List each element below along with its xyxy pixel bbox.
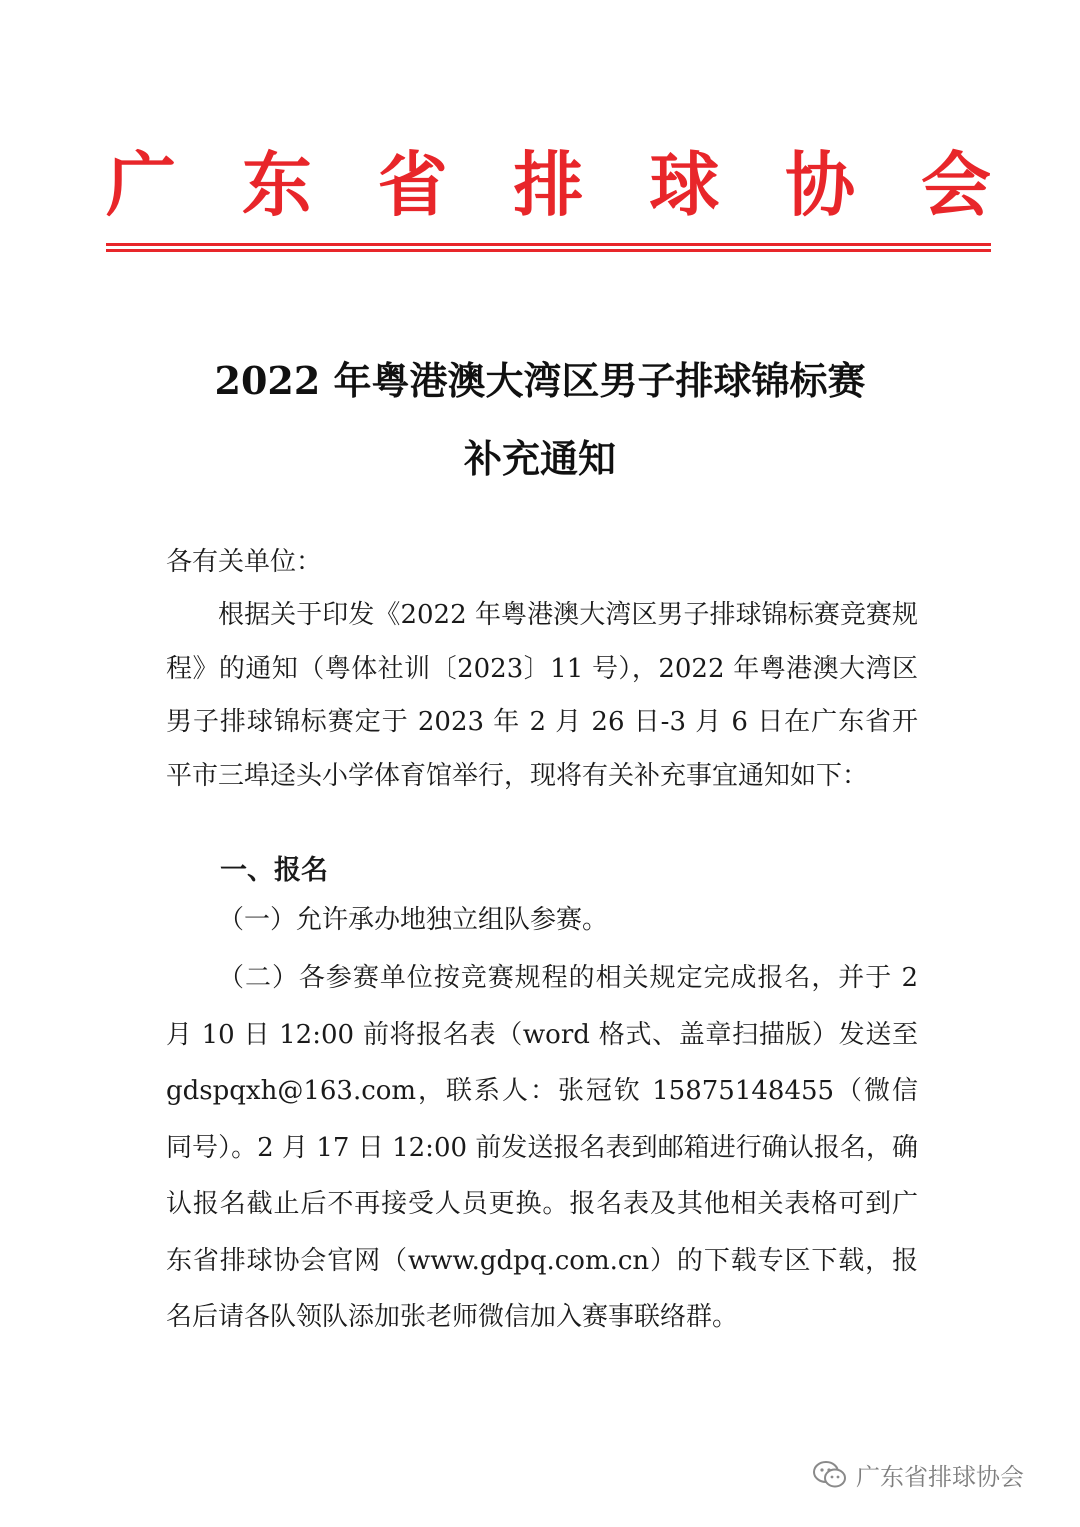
letterhead-char: 协 xyxy=(785,143,856,226)
document-subtitle: 补充通知 xyxy=(463,436,616,481)
intro-paragraph: 根据关于印发《2022 年粤港澳大湾区男子排球锦标赛竞赛规程》的通知（粤体社训〔2023〕11 号），2022 年粤港澳大湾区男子排球锦标赛定于 2023 年 2 月 26 日-3 月 6 日在广东省开平市三埠迳头小学体育馆举行，现将有关补充事宜通知如下： xyxy=(166,600,918,791)
registration-item-1: （一）允许承办地独立组队参赛。 xyxy=(218,905,609,935)
letterhead-rule-thick xyxy=(106,243,991,246)
letterhead-char: 球 xyxy=(649,143,720,226)
letterhead-char: 省 xyxy=(377,143,448,226)
letterhead-char: 东 xyxy=(241,143,312,226)
wechat-icon xyxy=(812,1460,848,1490)
letterhead-char: 广 xyxy=(106,143,176,226)
org-letterhead xyxy=(106,140,991,230)
letterhead-char: 会 xyxy=(920,143,991,226)
letterhead-char: 排 xyxy=(513,143,584,226)
wechat-watermark xyxy=(812,1457,1024,1492)
salutation: 各有关单位： xyxy=(166,547,323,577)
letterhead-rule-thin xyxy=(106,249,991,252)
registration-item-2: （二）各参赛单位按竞赛规程的相关规定完成报名，并于 2 月 10 日 12:00 前将报名表（word 格式、盖章扫描版）发送至 gdspqxh@163.com，联系人：张冠钦 15875148455（微信同号）。2 月 17 日 12:00 前发送报名表到邮箱进行确认报名，确认报名截止后不再接受人员更换。报名表及其他相关表格可到广东省排球协会官网（www.gdpq.com.cn）的下载专区下载，报名后请各队领队添加张老师微信加入赛事联络群。 xyxy=(166,963,918,1332)
document-title: 2022 年粤港澳大湾区男子排球锦标赛 xyxy=(214,358,866,403)
watermark-text: 广东省排球协会 xyxy=(856,1463,1024,1491)
section-heading-registration: 一、报名 xyxy=(220,855,328,886)
